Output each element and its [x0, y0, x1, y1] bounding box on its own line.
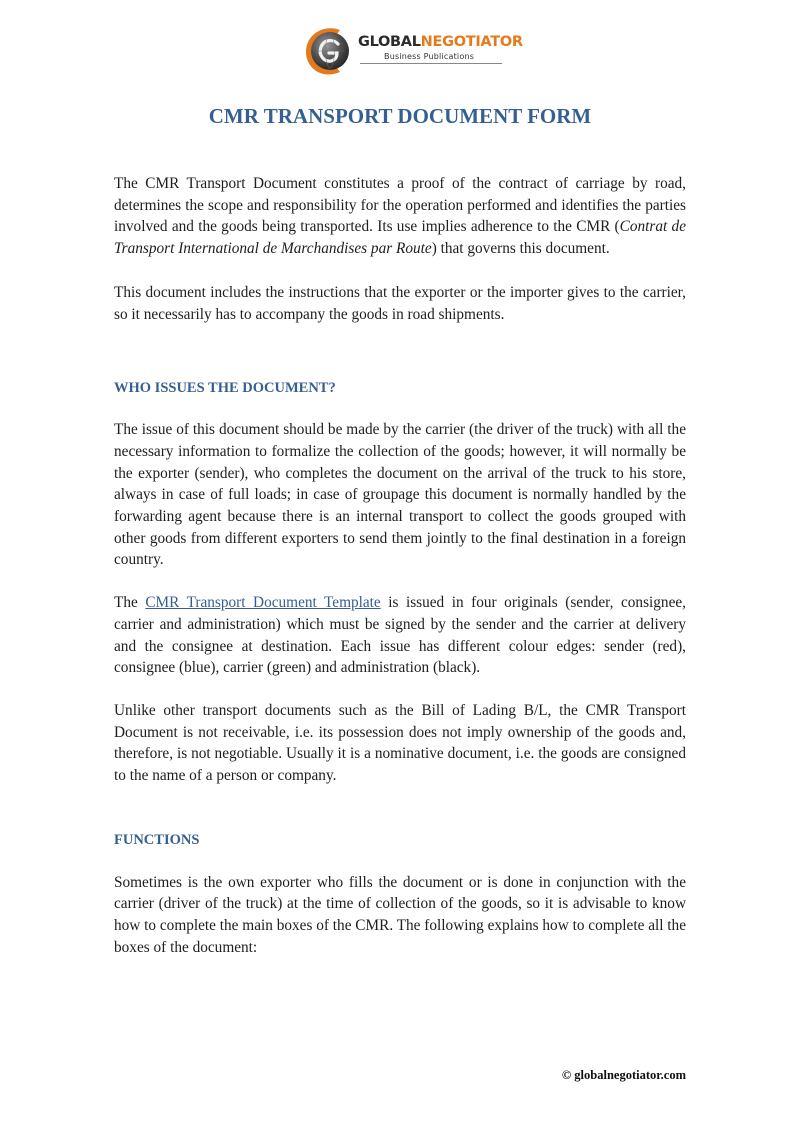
- brand-logo: [300, 22, 523, 78]
- document-body: [114, 173, 686, 959]
- globe-g-logo-icon: [300, 22, 356, 78]
- cmr-template-link[interactable]: CMR Transport Document Template: [145, 594, 381, 612]
- intro-paragraph-1: The CMR Transport Document constitutes a proof of the contract of carriage by road, determines the scope and responsibility for the operation performed and identifies the parties involved and the goods being transported. Its use implies adherence to the CMR (Contrat de Transport International de Marchandises par Route) that governs this document.: [114, 175, 686, 258]
- brand-name: GLOBALNEGOTIATOR: [358, 34, 523, 50]
- intro-paragraph-2: This document includes the instructions that the exporter or the importer gives to the carrier, so it necessarily has to accompany the goods in road shipments.: [114, 283, 686, 323]
- footer-copyright: © globalnegotiator.com: [561, 1068, 686, 1082]
- who-issues-paragraph-3: Unlike other transport documents such as the Bill of Lading B/L, the CMR Transport Document is not receivable, i.e. its possession does not imply ownership of the goods and, therefore, is not negotiable. Usually it is a nominative document, i.e. the goods are consigned to the name of a person or company.: [114, 701, 686, 785]
- who-issues-paragraph-1: The issue of this document should be made by the carrier (the driver of the truck) with all the necessary information to formalize the collection of the goods; however, it will normally be the exporter (sender), who completes the document on the arrival of the truck to his store, always in case of full loads; in case of groupage this document is normally handled by the forwarding agent because there is an internal transport to collect the goods grouped with other goods from different exporters to send them jointly to the final destination in a foreign country.: [114, 421, 686, 569]
- brand-divider: [360, 63, 502, 64]
- section-heading-functions: FUNCTIONS: [114, 831, 200, 848]
- who-issues-paragraph-2: The CMR Transport Document Template is issued in four originals (sender, consignee, carrier and administration) which must be signed by the sender and the carrier at delivery and the consignee at destination. Each issue has different colour edges: sender (red), consignee (blue), carrier (green) and administration (black).: [114, 594, 686, 677]
- section-heading-who-issues: WHO ISSUES THE DOCUMENT?: [114, 380, 336, 397]
- document-title: CMR TRANSPORT DOCUMENT FORM: [208, 104, 592, 128]
- functions-paragraph-1: Sometimes is the own exporter who fills the document or is done in conjunction with the carrier (driver of the truck) at the time of collection of the goods, so it is advisable to know how to complete the main boxes of the CMR. The following explains how to complete all the boxes of the document:: [114, 873, 686, 956]
- brand-tagline: Business Publications: [384, 52, 475, 61]
